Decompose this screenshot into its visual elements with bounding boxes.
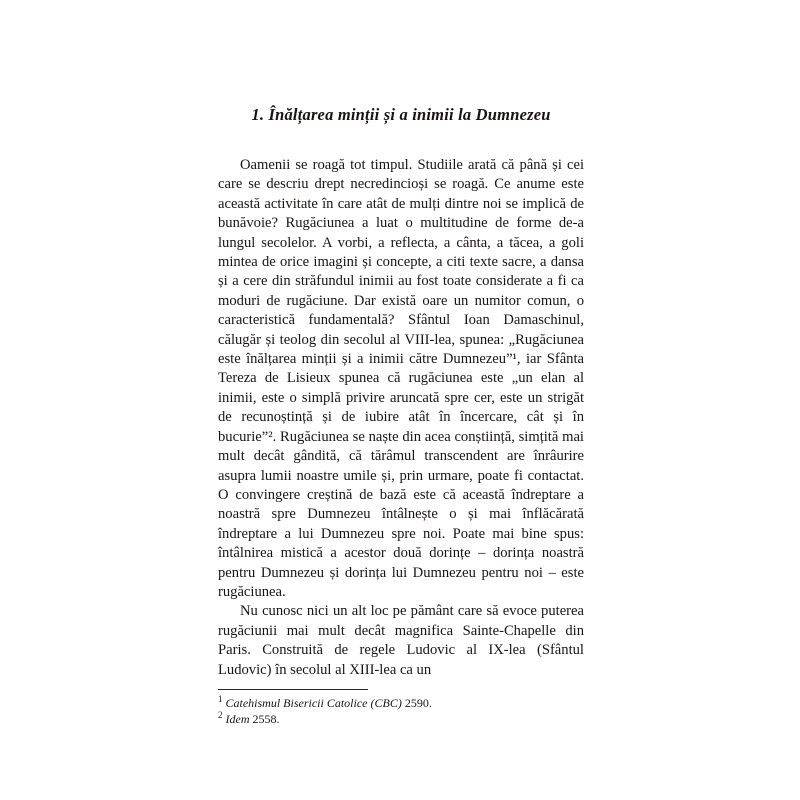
footnote-1-reference: 2590. [401,695,432,710]
chapter-title: 1. Înălțarea minții și a inimii la Dumnezeu [251,105,551,124]
footnote-1-marker: 1 [218,693,223,704]
footnote-2 [218,711,584,728]
footnote-1-source: Catehismul Bisericii Catolice (CBC) [225,695,402,710]
text-column [218,104,584,728]
footnote-1 [218,695,584,712]
body-paragraph-2: Nu cunosc nici un alt loc pe pământ care să evoce puterea rugăciunii mai mult decât magnifica Sainte-Chapelle din Paris. Construită de regele Ludovic al IX-lea (Sfântul Ludovic) în secolul al XIII-lea ca un [218,603,584,678]
footnote-2-reference: 2558. [249,712,280,727]
footnote-2-source: Idem [225,712,250,727]
footnote-divider [218,689,368,690]
footnotes-section [218,689,584,728]
footnote-2-marker: 2 [218,710,223,721]
body-paragraph-1: Oamenii se roagă tot timpul. Studiile arată că până și cei care se descriu drept necredincioși se roagă. Ce anume este această activitate în care atât de mulți dintre noi se implică de bunăvoie? Rugăciunea a luat o multitudine de forme de-a lungul secolelor. A vorbi, a reflecta, a cânta, a tăcea, a goli mintea de orice imagini și concepte, a citi texte sacre, a dansa și a cere din străfundul inimii au fost toate considerate a fi ca moduri de rugăciune. Dar există oare un numitor comun, o caracteristică fundamentală? Sfântul Ioan Damaschinul, călugăr și teolog din secolul al VIII-lea, spunea: „Rugăciunea este înălțarea minții și a inimii către Dumnezeu”¹, iar Sfânta Tereza de Lisieux spunea că rugăciunea este „un elan al inimii, este o simplă privire aruncată spre cer, este un strigăt de recunoștință și de iubire atât în încercare, cât și în bucurie”². Rugăciunea se naște din acea conștiință, simțită mai mult decât gândită, că tărâmul transcendent are înrâurire asupra lumii noastre umile și, prin urmare, poate fi contactat. O convingere creștină de bază este că această îndreptare a noastră spre Dumnezeu întâlnește o și mai înflăcărată îndreptare a lui Dumnezeu spre noi. Poate mai bine spus: întâlnirea mistică a acestor două dorințe – dorința noastră pentru Dumnezeu și dorința lui Dumnezeu pentru noi – este rugăciunea. [218,157,584,600]
